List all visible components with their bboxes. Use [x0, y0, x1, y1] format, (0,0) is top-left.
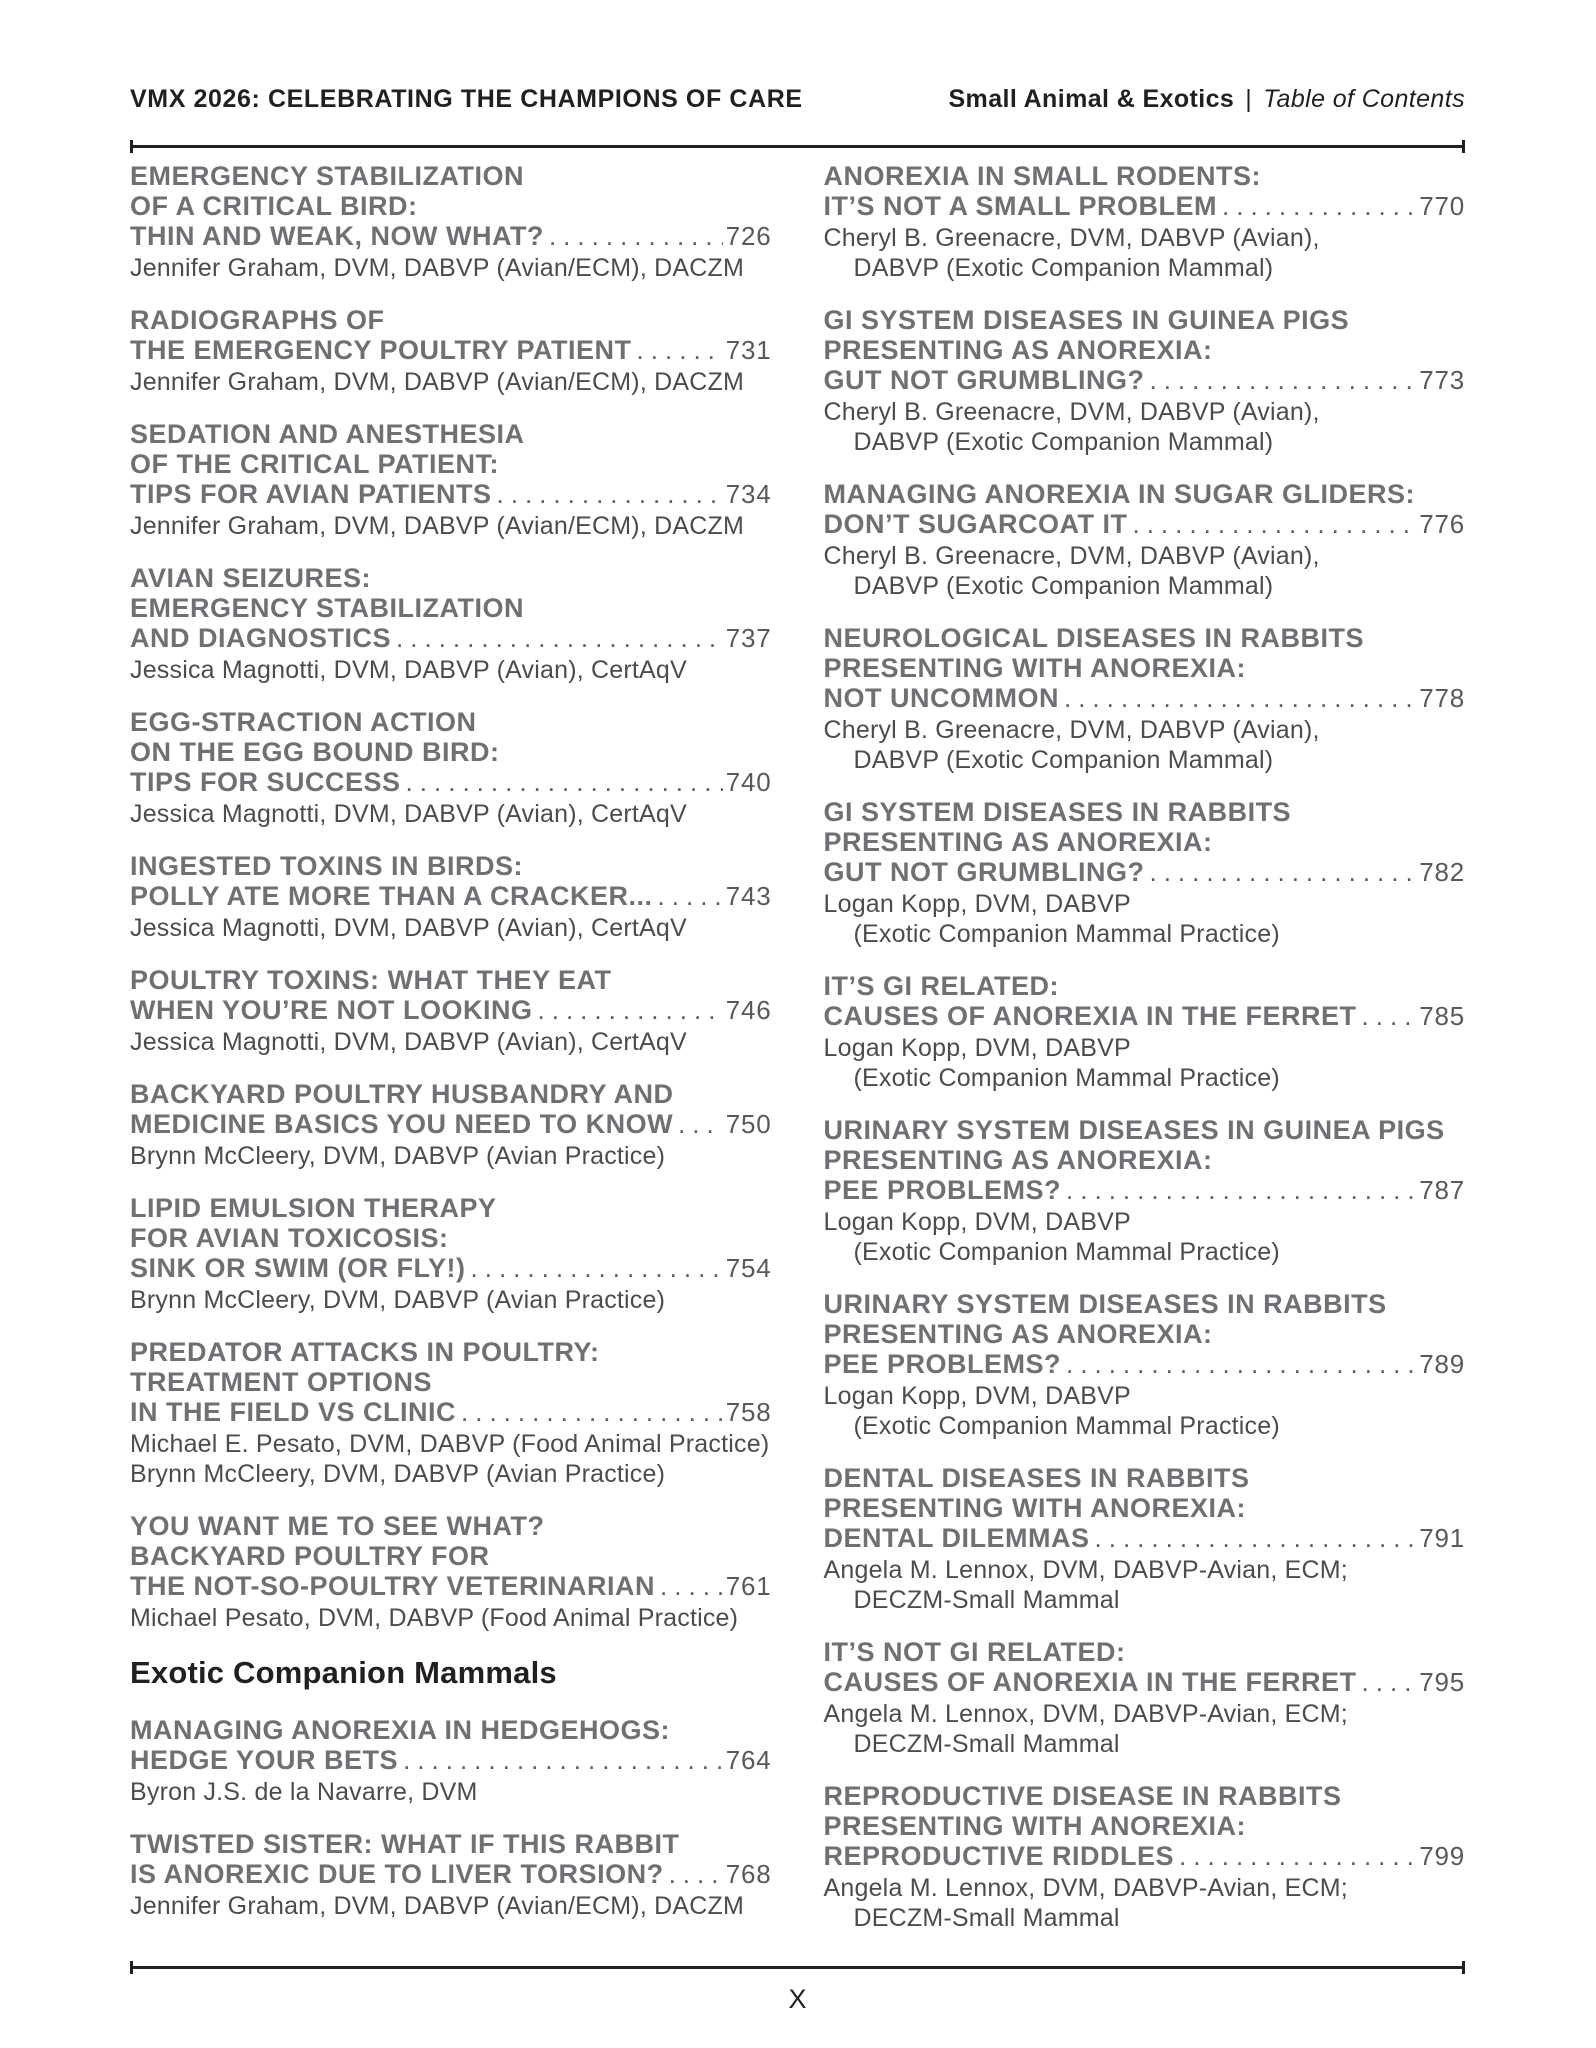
toc-entry-authors — [824, 1873, 1466, 1933]
title-line: SEDATION AND ANESTHESIA — [130, 419, 525, 449]
page-number: 746 — [725, 995, 772, 1025]
title-line-with-page — [824, 1175, 1466, 1205]
title-line-with-page — [824, 1349, 1466, 1379]
title-line-with-page — [130, 1571, 772, 1601]
author-line: Jennifer Graham, DVM, DABVP (Avian/ECM), DACZM — [130, 512, 744, 540]
page-number: 773 — [1419, 365, 1465, 395]
title-line: IT’S GI RELATED: — [823, 971, 1059, 1001]
title-text: IN THE FIELD VS CLINIC — [130, 1397, 457, 1427]
title-line: IT’S NOT GI RELATED: — [823, 1637, 1126, 1667]
title-line-with-page — [130, 623, 772, 653]
page-number: 782 — [1419, 857, 1465, 887]
header-rule — [130, 140, 1465, 153]
title-line: DENTAL DISEASES IN RABBITS — [823, 1463, 1250, 1493]
title-text: THE EMERGENCY POULTRY PATIENT — [130, 335, 632, 365]
title-line: OF THE CRITICAL PATIENT: — [130, 449, 499, 479]
toc-entry — [130, 707, 772, 829]
author-line: DABVP (Exotic Companion Mammal) — [853, 428, 1274, 456]
page-header — [130, 84, 1465, 114]
title-line: MANAGING ANOREXIA IN SUGAR GLIDERS: — [823, 479, 1416, 509]
title-line: TREATMENT OPTIONS — [130, 1367, 432, 1397]
toc-entry — [824, 623, 1466, 775]
author-line: Jennifer Graham, DVM, DABVP (Avian/ECM), DACZM — [130, 1892, 744, 1920]
title-line: PRESENTING AS ANOREXIA: — [823, 1319, 1213, 1349]
author-line: Angela M. Lennox, DVM, DABVP-Avian, ECM; — [823, 1700, 1348, 1728]
toc-entry — [130, 563, 772, 685]
toc-entry-title[interactable] — [824, 971, 1466, 1031]
toc-entry — [130, 1829, 772, 1921]
toc-entry-authors — [130, 799, 772, 829]
title-text: DON’T SUGARCOAT IT — [823, 509, 1128, 539]
dot-leader — [406, 767, 723, 797]
dot-leader — [658, 881, 723, 911]
toc-entry — [130, 1193, 772, 1315]
dot-leader — [669, 1859, 723, 1889]
title-line: EMERGENCY STABILIZATION — [130, 593, 525, 623]
toc-column-left — [130, 161, 772, 1955]
author-line: Cheryl B. Greenacre, DVM, DABVP (Avian), — [823, 398, 1320, 426]
header-page-type: Table of Contents — [1263, 85, 1465, 113]
title-line: BACKYARD POULTRY FOR — [130, 1541, 490, 1571]
toc-entry-title[interactable] — [130, 1829, 772, 1889]
toc-entry — [824, 1781, 1466, 1933]
dot-leader — [403, 1745, 723, 1775]
title-text: TIPS FOR AVIAN PATIENTS — [130, 479, 492, 509]
dot-leader — [471, 1253, 723, 1283]
page-number: 791 — [1419, 1523, 1465, 1553]
title-line: NEUROLOGICAL DISEASES IN RABBITS — [823, 623, 1365, 653]
dot-leader — [1066, 1349, 1416, 1379]
title-line: URINARY SYSTEM DISEASES IN GUINEA PIGS — [823, 1115, 1445, 1145]
title-line: ANOREXIA IN SMALL RODENTS: — [823, 161, 1262, 191]
page-number: 789 — [1419, 1349, 1465, 1379]
title-text: REPRODUCTIVE RIDDLES — [823, 1841, 1175, 1871]
header-section-name: Small Animal & Exotics — [948, 85, 1235, 113]
toc-entry — [824, 1115, 1466, 1267]
page-number: 731 — [725, 335, 772, 365]
toc-entry-authors — [130, 253, 772, 283]
title-line: POULTRY TOXINS: WHAT THEY EAT — [130, 965, 612, 995]
toc-entry — [824, 1637, 1466, 1759]
dot-leader — [1095, 1523, 1417, 1553]
toc-entry — [824, 479, 1466, 601]
author-line: DECZM-Small Mammal — [853, 1586, 1120, 1614]
toc-entry — [130, 161, 772, 283]
toc-entry-title[interactable] — [824, 1781, 1466, 1871]
toc-columns — [130, 161, 1465, 1955]
title-text: IT’S NOT A SMALL PROBLEM — [823, 191, 1217, 221]
footer-rule — [130, 1961, 1465, 1974]
toc-entry-title[interactable] — [130, 851, 772, 911]
title-line-with-page — [824, 191, 1466, 221]
author-line: Angela M. Lennox, DVM, DABVP-Avian, ECM; — [823, 1874, 1348, 1902]
toc-entry — [824, 305, 1466, 457]
title-line-with-page — [130, 1745, 772, 1775]
toc-entry — [130, 419, 772, 541]
title-text: GUT NOT GRUMBLING? — [823, 857, 1145, 887]
toc-entry-authors — [130, 1285, 772, 1315]
author-line: Logan Kopp, DVM, DABVP — [823, 1034, 1131, 1062]
author-line: (Exotic Companion Mammal Practice) — [853, 1238, 1280, 1266]
toc-entry-authors — [824, 1381, 1466, 1441]
toc-entry-title[interactable] — [824, 623, 1466, 713]
title-line-with-page — [130, 221, 772, 251]
page-number: 758 — [725, 1397, 772, 1427]
toc-entry-title[interactable] — [824, 479, 1466, 539]
title-line: PRESENTING AS ANOREXIA: — [823, 1145, 1213, 1175]
dot-leader — [678, 1109, 723, 1139]
page-number: 737 — [725, 623, 772, 653]
header-conference-title: VMX 2026: CELEBRATING THE CHAMPIONS OF CARE — [130, 85, 803, 113]
page-number: 785 — [1419, 1001, 1465, 1031]
toc-entry-title[interactable] — [130, 563, 772, 653]
toc-entry-authors — [130, 1603, 772, 1633]
toc-entry — [130, 851, 772, 943]
page-number: 754 — [725, 1253, 772, 1283]
title-line: MANAGING ANOREXIA IN HEDGEHOGS: — [130, 1715, 671, 1745]
dot-leader — [1149, 857, 1416, 887]
title-text: PEE PROBLEMS? — [823, 1349, 1062, 1379]
page-number: 743 — [725, 881, 772, 911]
title-line-with-page — [130, 1109, 772, 1139]
toc-entry-title[interactable] — [130, 1193, 772, 1283]
author-line: Jessica Magnotti, DVM, DABVP (Avian), CertAqV — [130, 800, 687, 828]
header-rule-line — [130, 145, 1465, 148]
title-text: MEDICINE BASICS YOU NEED TO KNOW — [130, 1109, 674, 1139]
toc-entry-title[interactable] — [824, 1115, 1466, 1205]
title-line: YOU WANT ME TO SEE WHAT? — [130, 1511, 545, 1541]
toc-entry — [824, 797, 1466, 949]
title-line: PRESENTING WITH ANOREXIA: — [823, 653, 1247, 683]
toc-entry-title[interactable] — [824, 1463, 1466, 1553]
title-line: URINARY SYSTEM DISEASES IN RABBITS — [823, 1289, 1387, 1319]
title-line-with-page — [130, 335, 772, 365]
dot-leader — [497, 479, 723, 509]
author-line: (Exotic Companion Mammal Practice) — [853, 920, 1280, 948]
toc-entry — [824, 1289, 1466, 1441]
page-number: 768 — [725, 1859, 772, 1889]
title-text: GUT NOT GRUMBLING? — [823, 365, 1145, 395]
title-line: AVIAN SEIZURES: — [130, 563, 372, 593]
author-line: Logan Kopp, DVM, DABVP — [823, 1382, 1131, 1410]
title-line-with-page — [824, 1001, 1466, 1031]
dot-leader — [1132, 509, 1416, 539]
author-line: Cheryl B. Greenacre, DVM, DABVP (Avian), — [823, 716, 1320, 744]
title-line: TWISTED SISTER: WHAT IF THIS RABBIT — [130, 1829, 680, 1859]
page-number: 734 — [725, 479, 772, 509]
title-text: HEDGE YOUR BETS — [130, 1745, 399, 1775]
title-line: ON THE EGG BOUND BIRD: — [130, 737, 500, 767]
author-line: (Exotic Companion Mammal Practice) — [853, 1412, 1280, 1440]
page-number: 795 — [1419, 1667, 1465, 1697]
toc-entry — [130, 1715, 772, 1807]
title-line-with-page — [130, 479, 772, 509]
toc-entry-title[interactable] — [130, 1337, 772, 1427]
toc-entry-authors — [824, 1699, 1466, 1759]
author-line: Jessica Magnotti, DVM, DABVP (Avian), CertAqV — [130, 656, 687, 684]
title-line-with-page — [824, 1523, 1466, 1553]
toc-entry-title[interactable] — [130, 305, 772, 365]
toc-entry-authors — [130, 511, 772, 541]
title-line-with-page — [130, 767, 772, 797]
section-heading: Exotic Companion Mammals — [130, 1655, 557, 1690]
dot-leader — [1066, 1175, 1416, 1205]
toc-entry-authors — [130, 1891, 772, 1921]
toc-entry-authors — [824, 397, 1466, 457]
title-text: AND DIAGNOSTICS — [130, 623, 392, 653]
author-line: DECZM-Small Mammal — [853, 1730, 1120, 1758]
footer-rule-line — [130, 1966, 1465, 1969]
title-text: CAUSES OF ANOREXIA IN THE FERRET — [823, 1667, 1357, 1697]
title-line: PRESENTING WITH ANOREXIA: — [823, 1811, 1247, 1841]
toc-entry — [130, 305, 772, 397]
title-text: WHEN YOU’RE NOT LOOKING — [130, 995, 533, 1025]
toc-entry-authors — [824, 1033, 1466, 1093]
title-line: GI SYSTEM DISEASES IN GUINEA PIGS — [823, 305, 1350, 335]
title-line: BACKYARD POULTRY HUSBANDRY AND — [130, 1079, 674, 1109]
toc-entry-title[interactable] — [824, 1289, 1466, 1379]
toc-entry-authors — [824, 1207, 1466, 1267]
dot-leader — [1362, 1001, 1417, 1031]
title-text: TIPS FOR SUCCESS — [130, 767, 401, 797]
dot-leader — [1149, 365, 1416, 395]
author-line: (Exotic Companion Mammal Practice) — [853, 1064, 1280, 1092]
title-line: RADIOGRAPHS OF — [130, 305, 385, 335]
author-line: DECZM-Small Mammal — [853, 1904, 1120, 1932]
dot-leader — [396, 623, 723, 653]
toc-entry — [824, 1463, 1466, 1615]
author-line: Brynn McCleery, DVM, DABVP (Avian Practice) — [130, 1286, 666, 1314]
dot-leader — [1179, 1841, 1416, 1871]
dot-leader — [549, 221, 723, 251]
toc-entry — [130, 1079, 772, 1171]
toc-entry-title[interactable] — [130, 1079, 772, 1139]
toc-entry — [824, 971, 1466, 1093]
author-line: Logan Kopp, DVM, DABVP — [823, 890, 1131, 918]
title-line: REPRODUCTIVE DISEASE IN RABBITS — [823, 1781, 1342, 1811]
dot-leader — [1362, 1667, 1417, 1697]
title-line-with-page — [824, 365, 1466, 395]
title-text: IS ANOREXIC DUE TO LIVER TORSION? — [130, 1859, 664, 1889]
toc-entry-title[interactable] — [130, 161, 772, 251]
author-line: DABVP (Exotic Companion Mammal) — [853, 254, 1274, 282]
page-number: 778 — [1419, 683, 1465, 713]
toc-column-right — [824, 161, 1466, 1955]
author-line: Brynn McCleery, DVM, DABVP (Avian Practice) — [130, 1460, 666, 1488]
toc-entry-authors — [824, 715, 1466, 775]
page-number: 740 — [725, 767, 772, 797]
footer-page-number: X — [788, 1984, 808, 2014]
author-line: Michael Pesato, DVM, DABVP (Food Animal Practice) — [130, 1604, 739, 1632]
title-line: GI SYSTEM DISEASES IN RABBITS — [823, 797, 1292, 827]
author-line: Brynn McCleery, DVM, DABVP (Avian Practice) — [130, 1142, 666, 1170]
title-line: PRESENTING AS ANOREXIA: — [823, 335, 1213, 365]
dot-leader — [461, 1397, 723, 1427]
toc-entry-title[interactable] — [130, 419, 772, 509]
author-line: Byron J.S. de la Navarre, DVM — [130, 1778, 478, 1806]
toc-entry-title[interactable] — [824, 797, 1466, 887]
toc-entry-title[interactable] — [824, 305, 1466, 395]
toc-entry — [130, 965, 772, 1057]
page-number: 770 — [1419, 191, 1465, 221]
title-text: SINK OR SWIM (OR FLY!) — [130, 1253, 466, 1283]
title-text: POLLY ATE MORE THAN A CRACKER... — [130, 881, 653, 911]
dot-leader — [1064, 683, 1416, 713]
title-text: DENTAL DILEMMAS — [823, 1523, 1090, 1553]
toc-entry-authors — [824, 223, 1466, 283]
page-content — [130, 0, 1465, 1955]
toc-entry-title[interactable] — [824, 1637, 1466, 1697]
title-line: OF A CRITICAL BIRD: — [130, 191, 418, 221]
dot-leader — [660, 1571, 723, 1601]
toc-entry-authors — [130, 367, 772, 397]
toc-entry-authors — [130, 1027, 772, 1057]
title-line: FOR AVIAN TOXICOSIS: — [130, 1223, 449, 1253]
author-line: DABVP (Exotic Companion Mammal) — [853, 746, 1274, 774]
title-line: PRESENTING WITH ANOREXIA: — [823, 1493, 1247, 1523]
toc-entry-authors — [130, 913, 772, 943]
title-line-with-page — [130, 995, 772, 1025]
toc-entry-authors — [824, 1555, 1466, 1615]
header-right-group — [948, 84, 1465, 114]
dot-leader — [538, 995, 723, 1025]
title-line: EGG-STRACTION ACTION — [130, 707, 477, 737]
toc-entry-title[interactable] — [130, 1715, 772, 1775]
author-line: Logan Kopp, DVM, DABVP — [823, 1208, 1131, 1236]
title-line-with-page — [824, 1667, 1466, 1697]
title-text: PEE PROBLEMS? — [823, 1175, 1062, 1205]
author-line: Cheryl B. Greenacre, DVM, DABVP (Avian), — [823, 224, 1320, 252]
author-line: Jennifer Graham, DVM, DABVP (Avian/ECM), DACZM — [130, 254, 744, 282]
title-line: PRESENTING AS ANOREXIA: — [823, 827, 1213, 857]
toc-entry — [130, 1511, 772, 1633]
toc-entry — [130, 1337, 772, 1489]
dot-leader — [1222, 191, 1416, 221]
toc-entry-authors — [130, 1777, 772, 1807]
toc-entry-title[interactable] — [130, 965, 772, 1025]
author-line: Cheryl B. Greenacre, DVM, DABVP (Avian), — [823, 542, 1320, 570]
title-line-with-page — [130, 881, 772, 911]
author-line: Jessica Magnotti, DVM, DABVP (Avian), CertAqV — [130, 1028, 687, 1056]
toc-entry-title[interactable] — [824, 161, 1466, 221]
author-line: Angela M. Lennox, DVM, DABVP-Avian, ECM; — [823, 1556, 1348, 1584]
title-line-with-page — [824, 683, 1466, 713]
toc-entry-title[interactable] — [130, 707, 772, 797]
toc-entry-authors — [130, 1429, 772, 1489]
title-line-with-page — [824, 1841, 1466, 1871]
page-number: 764 — [725, 1745, 772, 1775]
toc-entry-authors — [824, 541, 1466, 601]
title-text: THE NOT-SO-POULTRY VETERINARIAN — [130, 1571, 656, 1601]
page-number: 750 — [725, 1109, 772, 1139]
title-line: EMERGENCY STABILIZATION — [130, 161, 525, 191]
toc-entry — [824, 161, 1466, 283]
title-line: PREDATOR ATTACKS IN POULTRY: — [130, 1337, 600, 1367]
header-separator: | — [1245, 85, 1253, 113]
title-line-with-page — [130, 1253, 772, 1283]
page-number: 787 — [1419, 1175, 1465, 1205]
title-line-with-page — [130, 1859, 772, 1889]
toc-entry-authors — [130, 1141, 772, 1171]
page-number: 776 — [1419, 509, 1465, 539]
author-line: Michael E. Pesato, DVM, DABVP (Food Animal Practice) — [130, 1430, 770, 1458]
toc-entry-title[interactable] — [130, 1511, 772, 1601]
title-line-with-page — [824, 857, 1466, 887]
title-line: INGESTED TOXINS IN BIRDS: — [130, 851, 524, 881]
page-number: 799 — [1419, 1841, 1465, 1871]
title-text: CAUSES OF ANOREXIA IN THE FERRET — [823, 1001, 1357, 1031]
author-line: Jessica Magnotti, DVM, DABVP (Avian), CertAqV — [130, 914, 687, 942]
title-text: THIN AND WEAK, NOW WHAT? — [130, 221, 544, 251]
title-line: LIPID EMULSION THERAPY — [130, 1193, 497, 1223]
title-text: NOT UNCOMMON — [823, 683, 1059, 713]
author-line: DABVP (Exotic Companion Mammal) — [853, 572, 1274, 600]
page-number: 761 — [725, 1571, 772, 1601]
title-line-with-page — [130, 1397, 772, 1427]
author-line: Jennifer Graham, DVM, DABVP (Avian/ECM), DACZM — [130, 368, 744, 396]
toc-entry-authors — [824, 889, 1466, 949]
title-line-with-page — [824, 509, 1466, 539]
dot-leader — [637, 335, 723, 365]
page-number: 726 — [725, 221, 772, 251]
toc-entry-authors — [130, 655, 772, 685]
